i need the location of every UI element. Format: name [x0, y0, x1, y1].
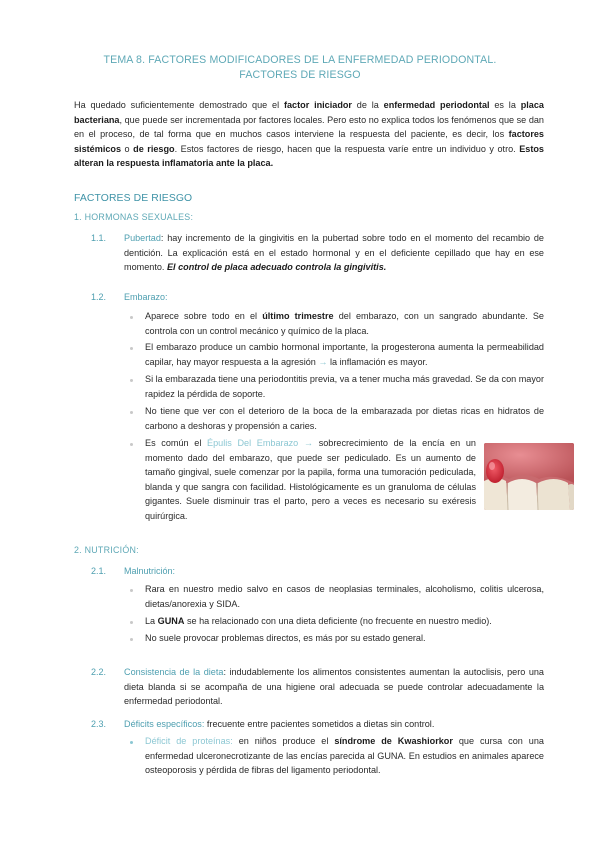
arrow-right-icon: →: [303, 438, 314, 448]
pubertad-label: Pubertad: [124, 233, 161, 243]
epulis-photo: [484, 443, 574, 510]
list-item: El embarazo produce un cambio hormonal importante, la progesterona aumenta la permeabilidad capilar, hay mayor respuesta a la agresión → la inflamación es mayor.: [145, 342, 544, 367]
bullet-marker: [129, 621, 135, 627]
pubertad-paragraph: Pubertad: hay incremento de la gingivitis en la pubertad sobre todo en el momento del recambio de dentición. La explicación está en el estado hormonal y en el deficiente cepillado que hay en ese momento. El control de placa adecuado controla la gingivitis.: [124, 233, 544, 273]
bullet-marker: [129, 443, 135, 449]
item-number: 2.3.: [91, 719, 107, 729]
consistencia-label: Consistencia de la dieta: [124, 667, 224, 677]
consistencia-paragraph: Consistencia de la dieta: indudablemente los alimentos consistentes aumentan la autoclisis, pero una dieta blanda si se acompaña de una higiene oral adecuada se puede controlar adecuadamente la enfermedad periodontal.: [124, 667, 544, 707]
malnutricion-label: Malnutrición:: [124, 566, 176, 576]
list-item: No suele provocar problemas directos, es más por su estado general.: [145, 633, 426, 643]
bullet-marker: [129, 411, 135, 417]
title-line-1: TEMA 8. FACTORES MODIFICADORES DE LA ENFERMEDAD PERIODONTAL.: [103, 54, 497, 66]
bullet-marker: [129, 347, 135, 353]
section-title: FACTORES DE RIESGO: [74, 193, 193, 204]
list-item: Rara en nuestro medio salvo en casos de neoplasias terminales, alcoholismo, colitis ulcerosa, dietas/anorexia y SIDA.: [145, 584, 544, 609]
heading-nutricion: 2. NUTRICIÓN:: [74, 545, 139, 555]
epulis-label: Épulis Del Embarazo: [207, 438, 299, 448]
intro-paragraph: Ha quedado suficientemente demostrado que el factor iniciador de la enfermedad periodontal es la placa bacteriana, que puede ser incrementada por factores locales. Pero esto no explica todos los fenómenos que se dan en el proceso, de tal forma que en muchos casos interviene la respuesta del paciente, es decir, los factores sistémicos o de riesgo. Estos factores de riesgo, hacen que la respuesta varíe entre un individuo y otro. Estos alteran la respuesta inflamatoria ante la placa.: [74, 100, 544, 169]
list-item: Déficit de proteínas: en niños produce el síndrome de Kwashiorkor que cursa con una enfermedad ulceronecrotizante de las encías parecida al GUNA. En estudios en animales aparece osteoporosis y pérdida de fibras del ligamento periodontal.: [145, 736, 544, 776]
list-item: Si la embarazada tiene una periodontitis previa, va a tener mucha más gravedad. Se da con mayor rapidez la pérdida de soporte.: [145, 374, 544, 399]
epulis-photo-image: [484, 443, 574, 510]
bullet-marker: [129, 379, 135, 385]
bullet-marker: [129, 316, 135, 322]
item-number: 2.2.: [91, 667, 107, 677]
item-number: 1.1.: [91, 233, 107, 243]
bullet-marker: [129, 638, 135, 644]
bullet-marker: [129, 741, 135, 747]
bullet-marker: [129, 589, 135, 595]
list-item: Es común el Épulis Del Embarazo → sobrecrecimiento de la encía en un momento dado del embarazo, que puede ser pediculado. Es un aumento de tamaño gingival, suele comenzar por la papila, forma una tumoración pediculada, blanda y que sangra con facilidad. Histológicamente es un granuloma de células gigantes. Suele disminuir tras el parto, pero a veces es necesario su exéresis quirúrgica.: [145, 438, 476, 521]
list-item: No tiene que ver con el deterioro de la boca de la embarazada por dietas ricas en hidratos de carbono a deshoras y propensión a caries.: [145, 406, 544, 431]
list-item: Aparece sobre todo en el último trimestre del embarazo, con un sangrado abundante. Se controla con un control mecánico y químico de la placa.: [145, 311, 544, 336]
embarazo-label: Embarazo:: [124, 292, 168, 302]
deficits-paragraph: Déficits específicos: frecuente entre pacientes sometidos a dietas sin control.: [124, 719, 435, 729]
deficits-label: Déficits específicos:: [124, 719, 205, 729]
arrow-right-icon: →: [318, 356, 328, 367]
heading-hormonas: 1. HORMONAS SEXUALES:: [74, 212, 194, 222]
title-line-2: FACTORES DE RIESGO: [239, 69, 361, 81]
document-title: [60, 53, 540, 83]
deficit-proteinas-label: Déficit de proteínas:: [145, 736, 233, 746]
list-item: La GUNA se ha relacionado con una dieta deficiente (no frecuente en nuestro medio).: [145, 616, 492, 626]
item-number: 1.2.: [91, 292, 107, 302]
item-number: 2.1.: [91, 566, 107, 576]
